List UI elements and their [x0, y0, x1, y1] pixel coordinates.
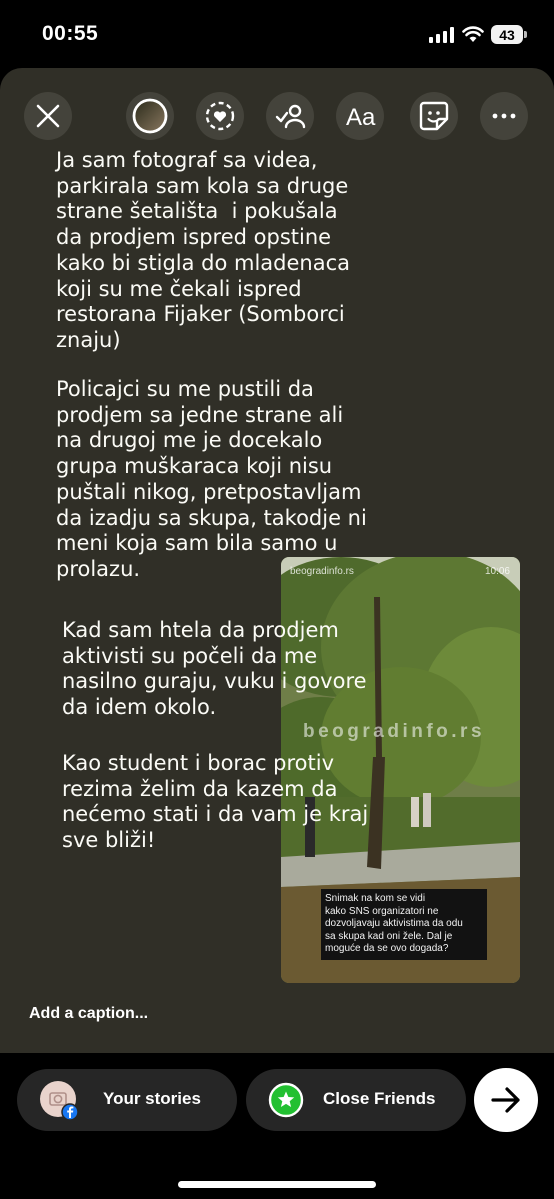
caption-line: Snimak na kom se vidi	[325, 893, 426, 904]
video-caption	[321, 889, 487, 960]
text-line: prolazu.	[56, 556, 141, 581]
star-icon	[268, 1082, 304, 1118]
caption-line: moguće da se ovo dogada?	[325, 943, 449, 954]
your-stories-button[interactable]	[17, 1069, 237, 1131]
more-icon	[490, 112, 518, 120]
text-line: Kad sam htela da prodjem	[62, 618, 339, 642]
wifi-icon	[462, 25, 484, 43]
next-button[interactable]	[474, 1068, 538, 1132]
status-time: 00:55	[42, 22, 99, 45]
story-text-paragraph-3[interactable]	[62, 618, 367, 721]
svg-text:Aa: Aa	[346, 104, 376, 131]
text-line: puštali nikog, pretpostavljam	[56, 479, 362, 504]
text-line: restorana Fijaker (Somborci	[56, 302, 345, 327]
text-line: strane šetališta i pokušala	[56, 199, 338, 224]
story-text-paragraph-4[interactable]	[62, 751, 368, 854]
mention-button[interactable]	[266, 92, 314, 140]
close-button[interactable]	[24, 92, 72, 140]
video-watermark: beogradinfo.rs	[303, 721, 486, 742]
caption-input[interactable]: Add a caption...	[29, 1005, 149, 1022]
text-line: Ja sam fotograf sa videa,	[56, 148, 318, 172]
facebook-icon	[61, 1103, 79, 1121]
caption-line: sa skupa kad oni žele. Dal je	[325, 930, 453, 942]
battery-tip	[524, 31, 527, 38]
your-stories-label: Your stories	[103, 1089, 201, 1108]
text-line: nećemo stati i da vam je kraj	[62, 802, 369, 827]
color-picker-button[interactable]	[126, 92, 174, 140]
text-line: Policajci su me pustili da	[56, 377, 314, 401]
text-line: da izadju sa skupa, takodje ni	[56, 505, 367, 530]
text-line: grupa muškaraca koji nisu	[56, 454, 333, 479]
battery-level: 43	[499, 26, 515, 43]
text-line: koji su me čekali ispred	[56, 276, 302, 301]
caption-line: kako SNS organizatori ne	[325, 905, 439, 917]
video-timestamp: 10:06	[484, 566, 510, 577]
arrow-right-icon	[490, 1086, 522, 1114]
text-line: da idem okolo.	[62, 695, 217, 720]
color-picker-icon	[131, 97, 169, 135]
text-line: da prodjem ispred opstine	[56, 225, 332, 250]
mention-icon	[273, 99, 307, 133]
sticker-icon	[417, 99, 451, 133]
text-line: nasilno guraju, vuku i govore	[62, 669, 367, 694]
effects-button[interactable]	[196, 92, 244, 140]
close-friends-label: Close Friends	[323, 1089, 436, 1108]
text-line: kako bi stigla do mladenaca	[56, 250, 351, 275]
text-line: sve bliži!	[62, 828, 156, 853]
sticker-button[interactable]	[410, 92, 458, 140]
text-line: rezima želim da kazem da	[62, 776, 338, 801]
battery-icon	[491, 25, 523, 44]
caption-line: dozvoljavaju aktivistima da odu	[325, 918, 463, 929]
story-text-paragraph-2[interactable]	[56, 377, 367, 583]
home-indicator[interactable]	[178, 1181, 376, 1188]
text-line: meni koja sam bila samo u	[56, 531, 338, 556]
text-line: aktivisti su počeli da me	[62, 643, 318, 668]
text-line: na drugoj me je docekalo	[56, 428, 323, 453]
more-button[interactable]	[480, 92, 528, 140]
text-icon	[343, 99, 377, 133]
text-tool-button[interactable]	[336, 92, 384, 140]
effects-icon	[203, 99, 237, 133]
signal-icon	[429, 27, 455, 43]
text-line: Kao student i borac protiv	[62, 751, 335, 775]
close-icon	[35, 103, 61, 129]
video-source-label: beogradinfo.rs	[290, 566, 354, 577]
status-bar	[0, 0, 554, 66]
editor-toolbar	[0, 92, 554, 140]
text-line: znaju)	[56, 327, 121, 352]
text-line: parkirala sam kola sa druge	[56, 173, 349, 198]
text-line: prodjem sa jedne strane ali	[56, 402, 344, 427]
close-friends-button[interactable]	[246, 1069, 466, 1131]
story-text-paragraph-1[interactable]	[56, 148, 350, 354]
